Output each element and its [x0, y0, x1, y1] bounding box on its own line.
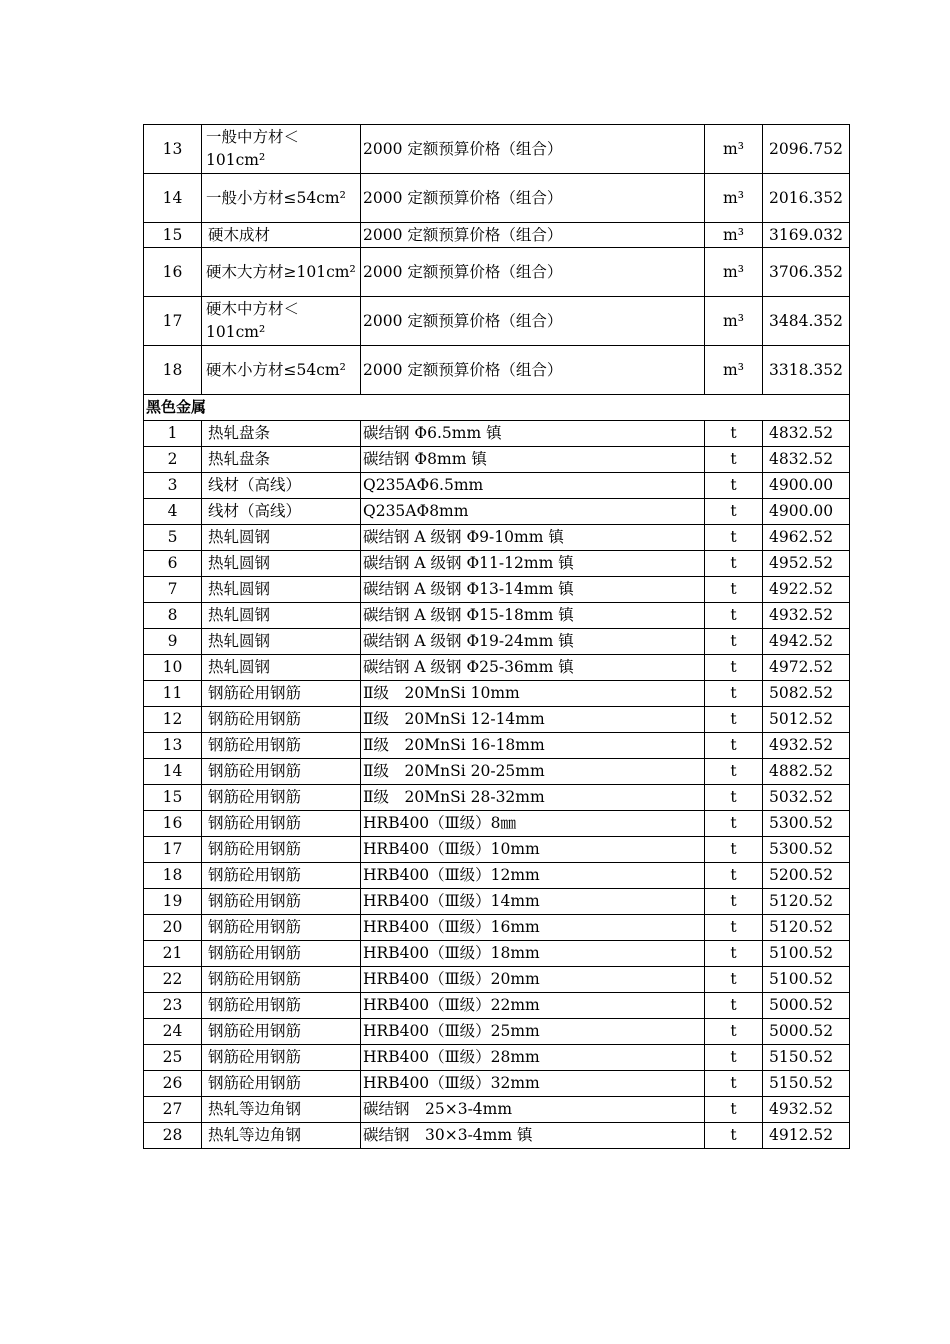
material-spec: HRB400（Ⅲ级）20mm [361, 967, 705, 993]
unit-price: 5012.52 [763, 707, 850, 733]
unit: t [705, 967, 763, 993]
unit: t [705, 1097, 763, 1123]
material-name: 钢筋砼用钢筋 [202, 1071, 361, 1097]
unit: t [705, 447, 763, 473]
row-number: 16 [144, 248, 202, 297]
row-number: 20 [144, 915, 202, 941]
material-spec: 碳结钢 A 级钢 Φ19-24mm 镇 [361, 629, 705, 655]
material-name: 热轧圆钢 [202, 603, 361, 629]
table-row [144, 863, 850, 889]
material-name: 一般中方材＜101cm² [202, 125, 361, 174]
row-number: 23 [144, 993, 202, 1019]
row-number: 14 [144, 759, 202, 785]
unit-price: 5100.52 [763, 967, 850, 993]
unit-price: 4932.52 [763, 603, 850, 629]
table-row [144, 759, 850, 785]
unit-price: 4952.52 [763, 551, 850, 577]
material-name: 钢筋砼用钢筋 [202, 967, 361, 993]
unit-price: 4832.52 [763, 447, 850, 473]
row-number: 7 [144, 577, 202, 603]
material-spec: Ⅱ级 20MnSi 20-25mm [361, 759, 705, 785]
table-row [144, 707, 850, 733]
unit-price: 5120.52 [763, 915, 850, 941]
material-spec: Ⅱ级 20MnSi 28-32mm [361, 785, 705, 811]
row-number: 4 [144, 499, 202, 525]
table-row [144, 421, 850, 447]
material-spec: 2000 定额预算价格（组合） [361, 297, 705, 346]
material-spec: Ⅱ级 20MnSi 12-14mm [361, 707, 705, 733]
material-name: 钢筋砼用钢筋 [202, 993, 361, 1019]
unit-price: 5200.52 [763, 863, 850, 889]
material-spec: 2000 定额预算价格（组合） [361, 346, 705, 395]
table-row [144, 447, 850, 473]
unit: t [705, 421, 763, 447]
row-number: 16 [144, 811, 202, 837]
table-row [144, 837, 850, 863]
table-row [144, 1019, 850, 1045]
unit-price: 4900.00 [763, 473, 850, 499]
unit-price: 3706.352 [763, 248, 850, 297]
material-spec: HRB400（Ⅲ级）22mm [361, 993, 705, 1019]
unit-price: 4900.00 [763, 499, 850, 525]
material-name: 钢筋砼用钢筋 [202, 1019, 361, 1045]
unit-price: 5100.52 [763, 941, 850, 967]
unit-price: 5000.52 [763, 1019, 850, 1045]
material-name: 硬木中方材＜101cm² [202, 297, 361, 346]
table-row [144, 499, 850, 525]
unit-price: 5120.52 [763, 889, 850, 915]
material-name: 钢筋砼用钢筋 [202, 759, 361, 785]
unit: t [705, 837, 763, 863]
unit-price: 4882.52 [763, 759, 850, 785]
unit-price: 4932.52 [763, 733, 850, 759]
unit: t [705, 889, 763, 915]
material-name: 钢筋砼用钢筋 [202, 1045, 361, 1071]
material-spec: 碳结钢 A 级钢 Φ9-10mm 镇 [361, 525, 705, 551]
material-spec: 碳结钢 Φ8mm 镇 [361, 447, 705, 473]
unit-price: 4912.52 [763, 1123, 850, 1149]
material-spec: HRB400（Ⅲ级）25mm [361, 1019, 705, 1045]
unit: t [705, 551, 763, 577]
table-row [144, 915, 850, 941]
material-name: 钢筋砼用钢筋 [202, 811, 361, 837]
table-row [144, 941, 850, 967]
table-row [144, 733, 850, 759]
material-name: 热轧圆钢 [202, 655, 361, 681]
unit: m³ [705, 297, 763, 346]
unit: t [705, 577, 763, 603]
unit-price: 4942.52 [763, 629, 850, 655]
row-number: 17 [144, 837, 202, 863]
unit: t [705, 499, 763, 525]
unit-price: 4832.52 [763, 421, 850, 447]
unit-price: 5150.52 [763, 1071, 850, 1097]
table-row [144, 473, 850, 499]
unit: t [705, 473, 763, 499]
row-number: 26 [144, 1071, 202, 1097]
unit: t [705, 915, 763, 941]
unit: t [705, 863, 763, 889]
material-name: 线材（高线） [202, 473, 361, 499]
material-name: 硬木小方材≤54cm² [202, 346, 361, 395]
material-name: 钢筋砼用钢筋 [202, 915, 361, 941]
unit: t [705, 993, 763, 1019]
unit: t [705, 707, 763, 733]
material-spec: Ⅱ级 20MnSi 16-18mm [361, 733, 705, 759]
material-spec: HRB400（Ⅲ级）10mm [361, 837, 705, 863]
unit-price: 4932.52 [763, 1097, 850, 1123]
table-row [144, 655, 850, 681]
unit: t [705, 525, 763, 551]
row-number: 14 [144, 174, 202, 223]
unit: t [705, 629, 763, 655]
material-spec: 碳结钢 A 级钢 Φ13-14mm 镇 [361, 577, 705, 603]
unit-price: 5300.52 [763, 837, 850, 863]
unit: t [705, 1019, 763, 1045]
section-row [144, 395, 850, 421]
unit-price: 5000.52 [763, 993, 850, 1019]
unit: t [705, 785, 763, 811]
row-number: 21 [144, 941, 202, 967]
table-row [144, 603, 850, 629]
unit-price: 4922.52 [763, 577, 850, 603]
row-number: 24 [144, 1019, 202, 1045]
material-name: 热轧盘条 [202, 421, 361, 447]
material-spec: 碳结钢 A 级钢 Φ11-12mm 镇 [361, 551, 705, 577]
material-spec: HRB400（Ⅲ级）8㎜ [361, 811, 705, 837]
row-number: 18 [144, 863, 202, 889]
table-row [144, 811, 850, 837]
material-spec: Q235AΦ6.5mm [361, 473, 705, 499]
unit-price: 4972.52 [763, 655, 850, 681]
material-name: 热轧圆钢 [202, 629, 361, 655]
row-number: 10 [144, 655, 202, 681]
unit: m³ [705, 174, 763, 223]
material-name: 热轧圆钢 [202, 577, 361, 603]
row-number: 13 [144, 733, 202, 759]
row-number: 11 [144, 681, 202, 707]
material-name: 热轧等边角钢 [202, 1097, 361, 1123]
material-name: 钢筋砼用钢筋 [202, 707, 361, 733]
row-number: 13 [144, 125, 202, 174]
price-table [143, 124, 850, 1149]
row-number: 18 [144, 346, 202, 395]
unit: t [705, 811, 763, 837]
table-row [144, 248, 850, 297]
table-row [144, 785, 850, 811]
material-name: 钢筋砼用钢筋 [202, 889, 361, 915]
row-number: 8 [144, 603, 202, 629]
material-spec: 碳结钢 A 级钢 Φ15-18mm 镇 [361, 603, 705, 629]
table-row [144, 1071, 850, 1097]
material-spec: HRB400（Ⅲ级）16mm [361, 915, 705, 941]
unit: t [705, 941, 763, 967]
material-spec: 碳结钢 25×3-4mm [361, 1097, 705, 1123]
row-number: 2 [144, 447, 202, 473]
table-row [144, 1045, 850, 1071]
price-table-body [144, 125, 850, 1149]
row-number: 12 [144, 707, 202, 733]
unit: t [705, 681, 763, 707]
unit-price: 5082.52 [763, 681, 850, 707]
material-spec: HRB400（Ⅲ级）28mm [361, 1045, 705, 1071]
material-spec: HRB400（Ⅲ级）32mm [361, 1071, 705, 1097]
unit-price: 3318.352 [763, 346, 850, 395]
unit: t [705, 1123, 763, 1149]
material-name: 钢筋砼用钢筋 [202, 785, 361, 811]
unit-price: 2016.352 [763, 174, 850, 223]
material-name: 一般小方材≤54cm² [202, 174, 361, 223]
row-number: 9 [144, 629, 202, 655]
table-row [144, 125, 850, 174]
row-number: 22 [144, 967, 202, 993]
unit-price: 5300.52 [763, 811, 850, 837]
table-row [144, 889, 850, 915]
table-row [144, 346, 850, 395]
unit-price: 5150.52 [763, 1045, 850, 1071]
unit: t [705, 655, 763, 681]
material-spec: HRB400（Ⅲ级）14mm [361, 889, 705, 915]
table-row [144, 525, 850, 551]
row-number: 25 [144, 1045, 202, 1071]
table-row [144, 967, 850, 993]
material-spec: 2000 定额预算价格（组合） [361, 223, 705, 248]
unit-price: 3169.032 [763, 223, 850, 248]
material-name: 钢筋砼用钢筋 [202, 837, 361, 863]
table-row [144, 681, 850, 707]
material-name: 钢筋砼用钢筋 [202, 863, 361, 889]
table-row [144, 993, 850, 1019]
material-name: 钢筋砼用钢筋 [202, 941, 361, 967]
unit: m³ [705, 346, 763, 395]
material-spec: 碳结钢 Φ6.5mm 镇 [361, 421, 705, 447]
row-number: 1 [144, 421, 202, 447]
material-spec: 2000 定额预算价格（组合） [361, 125, 705, 174]
unit: t [705, 1071, 763, 1097]
unit: m³ [705, 248, 763, 297]
material-spec: HRB400（Ⅲ级）18mm [361, 941, 705, 967]
unit: t [705, 1045, 763, 1071]
table-row [144, 577, 850, 603]
material-spec: HRB400（Ⅲ级）12mm [361, 863, 705, 889]
row-number: 6 [144, 551, 202, 577]
row-number: 28 [144, 1123, 202, 1149]
material-name: 钢筋砼用钢筋 [202, 681, 361, 707]
table-row [144, 551, 850, 577]
unit: t [705, 603, 763, 629]
table-row [144, 629, 850, 655]
row-number: 27 [144, 1097, 202, 1123]
material-name: 热轧圆钢 [202, 525, 361, 551]
material-spec: 碳结钢 A 级钢 Φ25-36mm 镇 [361, 655, 705, 681]
material-spec: 2000 定额预算价格（组合） [361, 174, 705, 223]
unit-price: 5032.52 [763, 785, 850, 811]
section-title: 黑色金属 [144, 395, 850, 421]
unit-price: 2096.752 [763, 125, 850, 174]
material-name: 硬木成材 [202, 223, 361, 248]
unit: m³ [705, 125, 763, 174]
unit: m³ [705, 223, 763, 248]
table-row [144, 223, 850, 248]
material-spec: 2000 定额预算价格（组合） [361, 248, 705, 297]
unit: t [705, 733, 763, 759]
table-row [144, 174, 850, 223]
material-name: 钢筋砼用钢筋 [202, 733, 361, 759]
material-name: 线材（高线） [202, 499, 361, 525]
material-name: 热轧圆钢 [202, 551, 361, 577]
unit-price: 3484.352 [763, 297, 850, 346]
row-number: 19 [144, 889, 202, 915]
unit: t [705, 759, 763, 785]
material-spec: Ⅱ级 20MnSi 10mm [361, 681, 705, 707]
row-number: 5 [144, 525, 202, 551]
table-row [144, 1123, 850, 1149]
material-name: 热轧等边角钢 [202, 1123, 361, 1149]
row-number: 17 [144, 297, 202, 346]
row-number: 15 [144, 785, 202, 811]
material-name: 热轧盘条 [202, 447, 361, 473]
unit-price: 4962.52 [763, 525, 850, 551]
material-name: 硬木大方材≥101cm² [202, 248, 361, 297]
table-row [144, 1097, 850, 1123]
row-number: 15 [144, 223, 202, 248]
material-spec: Q235AΦ8mm [361, 499, 705, 525]
row-number: 3 [144, 473, 202, 499]
table-row [144, 297, 850, 346]
material-spec: 碳结钢 30×3-4mm 镇 [361, 1123, 705, 1149]
